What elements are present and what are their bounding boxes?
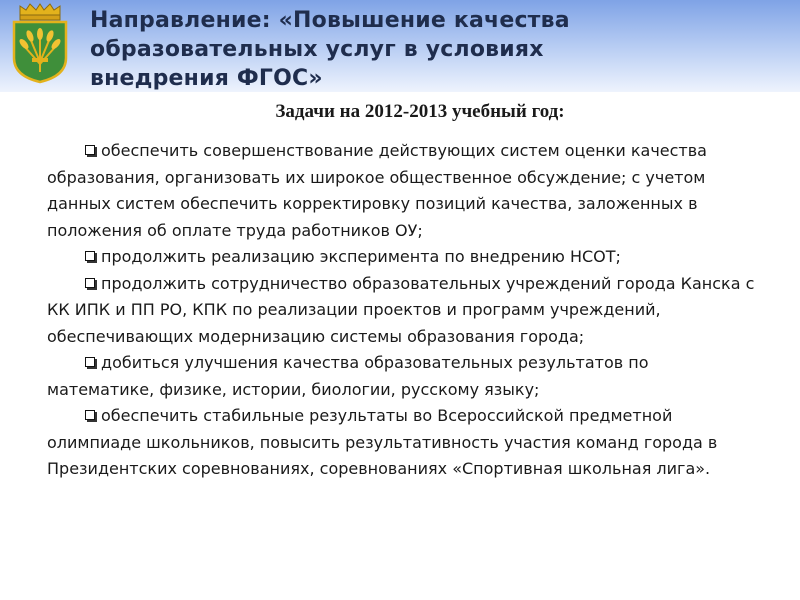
slide-title bbox=[90, 6, 790, 93]
task-item bbox=[47, 403, 757, 483]
task-item bbox=[47, 271, 757, 351]
checkbox-icon bbox=[85, 251, 95, 261]
tasks-heading: Задачи на 2012-2013 учебный год: bbox=[275, 101, 565, 122]
task-item bbox=[47, 138, 757, 244]
task-item bbox=[47, 244, 757, 271]
task-item bbox=[47, 350, 757, 403]
task-text: обеспечить стабильные результаты во Всероссийской предметной олимпиаде школьников, повысить результативность участия команд города в Президентских соревнованиях, соревнованиях «Спортивная школьная лига». bbox=[47, 406, 718, 478]
task-text: продолжить сотрудничество образовательных учреждений города Канска с КК ИПК и ПП РО, КПК по реализации проектов и программ учреждений, обеспечивающих модернизацию системы образования города; bbox=[47, 273, 755, 346]
checkbox-icon bbox=[85, 145, 95, 155]
tasks-list bbox=[47, 138, 757, 483]
checkbox-icon bbox=[85, 410, 95, 420]
slide-header bbox=[0, 0, 800, 92]
task-text: обеспечить совершенствование действующих систем оценки качества образования, организовать их широкое общественное обсуждение; с учетом данных систем обеспечить корректировку позиций качества, заложенных в положения об оплате труда работников ОУ; bbox=[47, 141, 707, 240]
title-line: Направление: «Повышение качества bbox=[90, 8, 570, 33]
task-text: добиться улучшения качества образовательных результатов по математике, физике, истории, биологии, русскому языку; bbox=[47, 353, 649, 399]
city-coat-of-arms-icon bbox=[6, 2, 74, 84]
title-line: образовательных услуг в условиях bbox=[90, 37, 544, 62]
checkbox-icon bbox=[85, 278, 95, 288]
task-text: продолжить реализацию эксперимента по внедрению НСОТ; bbox=[101, 247, 621, 266]
checkbox-icon bbox=[85, 357, 95, 367]
title-line: внедрения ФГОС» bbox=[90, 66, 323, 91]
